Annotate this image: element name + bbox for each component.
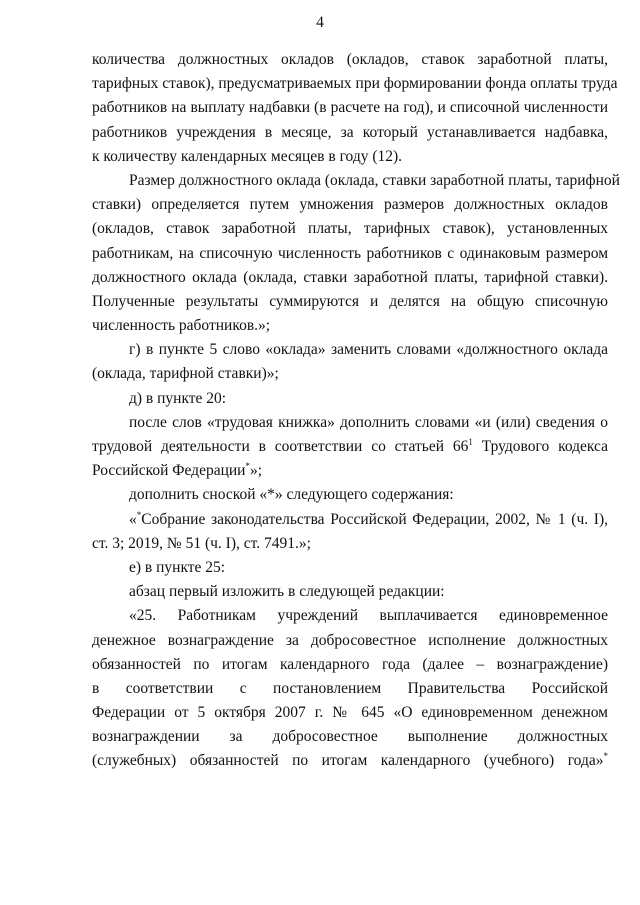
text-line [92, 459, 608, 483]
line-text: ст. 3; 2019, № 51 (ч. I), ст. 7491.»; [92, 534, 311, 552]
line-text: «25. Работникам учреждений выплачивается единовременное [129, 607, 608, 625]
text-line [92, 556, 608, 580]
line-text: денежное вознаграждение за добросовестное исполнение должностных [92, 631, 608, 649]
line-text-tail: Трудового кодекса [472, 438, 608, 455]
line-text-tail: »; [249, 462, 263, 480]
text-line [92, 338, 608, 362]
text-line [92, 145, 608, 169]
line-text: Федерации от 5 октября 2007 г. № 645 «О единовременном денежном [92, 704, 608, 722]
text-line [92, 483, 608, 507]
text-line [92, 290, 608, 314]
line-text: количества должностных окладов (окладов, ставок заработной платы, [92, 51, 608, 68]
line-text: Полученные результаты суммируются и делятся на общую списочную [92, 292, 608, 310]
text-line [92, 193, 608, 217]
line-text-tail: Собрание законодательства Российской Федерации, 2002, № 1 (ч. I), [141, 510, 608, 528]
text-line [92, 266, 608, 290]
line-text: (оклада, тарифной ставки)»; [92, 365, 279, 383]
line-text: работников на выплату надбавки (в расчете на год), и списочной численности [92, 99, 608, 117]
text-line [92, 435, 608, 459]
line-text: (окладов, ставок заработной платы, тарифных ставок), установленных [92, 220, 608, 238]
text-line [92, 242, 608, 266]
line-text: « [129, 510, 137, 528]
superscript-mark: * [603, 751, 608, 762]
text-line [92, 72, 618, 96]
line-text: должностного оклада (оклада, ставки заработной платы, тарифной ставки). [92, 268, 608, 286]
text-line [92, 508, 608, 532]
line-text: е) в пункте 25: [129, 558, 226, 576]
line-text: в соответствии с постановлением Правительства Российской [92, 679, 608, 697]
line-text: Размер должностного оклада (оклада, ставки заработной платы, тарифной [129, 171, 620, 189]
line-text: тарифных ставок), предусматриваемых при формировании фонда оплаты труда [92, 75, 618, 93]
line-text: ставки) определяется путем умножения размеров должностных окладов [92, 196, 608, 214]
page-number: 4 [316, 14, 324, 31]
line-text: Российской Федерации [92, 462, 246, 480]
superscript-mark: 1 [468, 437, 473, 447]
line-text: вознаграждении за добросовестное выполнение должностных [92, 728, 608, 746]
text-line [92, 604, 608, 628]
text-line [92, 169, 620, 193]
text-line [92, 580, 608, 604]
line-text: г) в пункте 5 слово «оклада» заменить словами «должностного оклада [129, 341, 608, 359]
line-text: трудовой деятельности в соответствии со статьей 66 [92, 438, 469, 455]
text-line [92, 532, 608, 556]
line-text: д) в пункте 20: [129, 389, 227, 407]
text-line [92, 48, 608, 72]
text-line [92, 217, 608, 241]
text-line [92, 96, 608, 120]
text-line [92, 121, 608, 145]
text-line [92, 701, 608, 725]
text-line [92, 411, 608, 435]
line-text: работников учреждения в месяце, за который устанавливается надбавка, [92, 123, 608, 141]
text-line [92, 653, 608, 677]
text-line [92, 387, 608, 411]
superscript-mark: * [245, 461, 250, 472]
line-text: абзац первый изложить в следующей редакции: [129, 583, 445, 601]
text-line [92, 725, 608, 749]
line-text: численность работников.»; [92, 317, 271, 335]
line-text: к количеству календарных месяцев в году (12). [92, 147, 403, 165]
line-text: (служебных) обязанностей по итогам календарного (учебного) года» [92, 752, 604, 770]
text-line [92, 362, 608, 386]
text-line [92, 629, 608, 653]
line-text: после слов «трудовая книжка» дополнить словами «и (или) сведения о [129, 413, 608, 431]
line-text: работникам, на списочную численность работников с одинаковым размером [92, 244, 608, 262]
text-line [92, 749, 608, 773]
line-text: обязанностей по итогам календарного года (далее – вознаграждение) [92, 655, 608, 673]
line-text: дополнить сноской «*» следующего содержания: [129, 486, 454, 504]
text-line [92, 314, 608, 338]
superscript-mark: * [136, 509, 142, 520]
body-text [92, 48, 620, 774]
text-line [92, 677, 608, 701]
